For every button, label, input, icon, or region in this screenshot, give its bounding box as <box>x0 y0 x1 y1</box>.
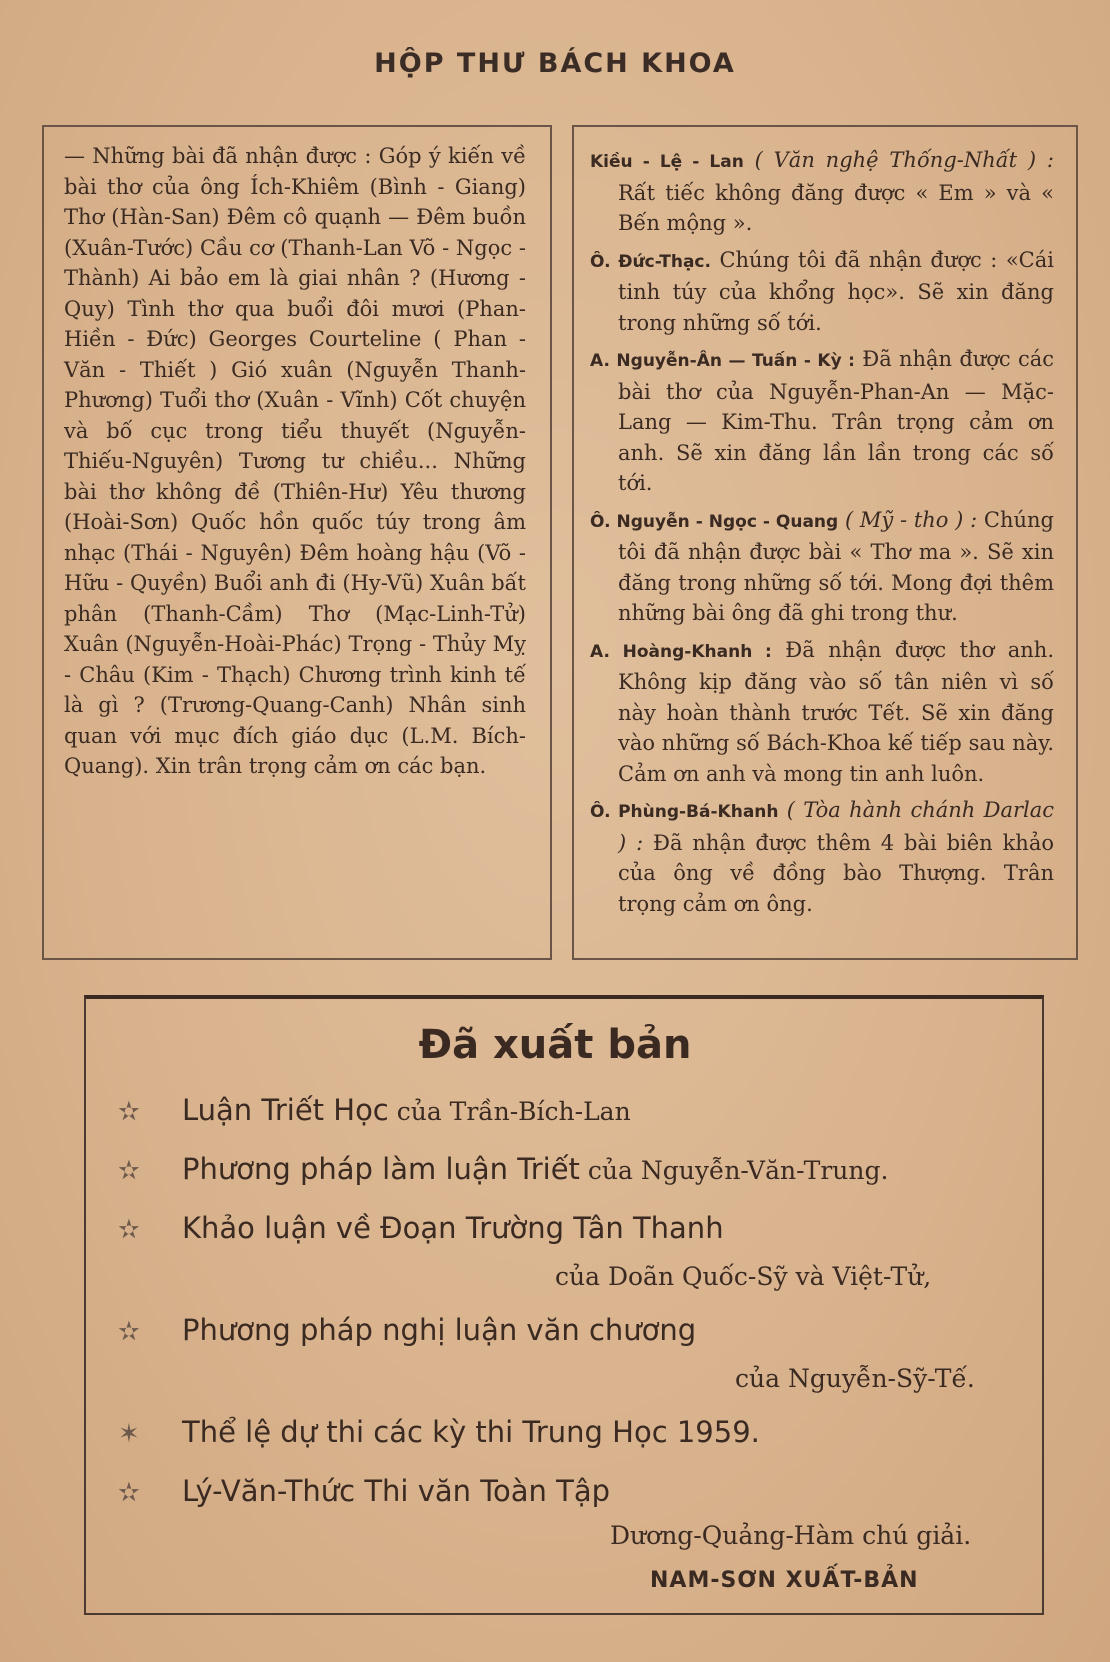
star-icon: ✫ <box>118 1478 140 1508</box>
mailbox-entry <box>590 145 1054 239</box>
book-author: Nguyễn-Văn-Trung. <box>640 1156 889 1185</box>
book-title: Phương pháp làm luận Triết <box>182 1152 580 1186</box>
star-icon: ✫ <box>118 1317 140 1347</box>
entry-text: Chúng tôi đã nhận được bài « Thơ ma ». Sẽ xin đăng trong những số tới. Mong đợi thêm những bài ông đã ghi trong thư. <box>618 507 1054 625</box>
page-title: HỘP THƯ BÁCH KHOA <box>374 48 736 79</box>
recipient-affiliation: ( Mỹ - tho ) : <box>838 507 978 532</box>
recipient-name: A. Nguyễn-Ân — Tuấn - Kỳ : <box>590 351 855 371</box>
mailbox-entry <box>590 635 1054 790</box>
right-column <box>572 125 1078 960</box>
book-title: Lý-Văn-Thức Thi văn Toàn Tập <box>182 1474 611 1508</box>
book-item <box>118 1474 610 1508</box>
entry-text: Rất tiếc không đăng được « Em » và « Bến mộng ». <box>618 180 1054 235</box>
recipient-name: Kiều - Lệ - Lan <box>590 152 744 172</box>
book-title: Thể lệ dự thi các kỳ thi Trung Học 1959. <box>182 1415 760 1449</box>
publisher-name: NAM-SƠN XUẤT-BẢN <box>650 1568 919 1593</box>
star-icon: ✶ <box>118 1419 140 1449</box>
book-item <box>118 1152 888 1186</box>
book-title: Luận Triết Học <box>182 1093 389 1127</box>
mailbox-entry <box>590 344 1054 499</box>
recipient-affiliation: ( Văn nghệ Thống-Nhất ) : <box>743 148 1055 172</box>
star-icon: ✫ <box>118 1097 140 1127</box>
left-column <box>42 125 552 960</box>
entry-text: Đã nhận được thơ anh. Không kịp đăng vào số tân niên vì số này hoàn thành trước Tết. Sẽ xin đăng vào những số Bách-Khoa kế tiếp sau này. Cảm ơn anh và mong tin anh luôn. <box>618 637 1054 786</box>
entry-text: Chúng tôi đã nhận được : «Cái tinh túy của khổng học». Sẽ xin đăng trong những số tới. <box>618 247 1054 335</box>
recipient-name: Ô. Phùng-Bá-Khanh <box>590 802 779 822</box>
book-by: của <box>579 1156 641 1185</box>
star-icon: ✫ <box>118 1215 140 1245</box>
book-item <box>118 1313 696 1347</box>
book-author: Trần-Bích-Lan <box>449 1097 631 1126</box>
star-icon: ✫ <box>118 1156 140 1186</box>
mailbox-entry <box>590 245 1054 339</box>
recipient-name: Ô. Nguyễn - Ngọc - Quang <box>590 511 839 532</box>
book-author: của Doãn Quốc-Sỹ và Việt-Tử, <box>555 1262 932 1291</box>
entry-text: Đã nhận được các bài thơ của Nguyễn-Phan-An — Mặc-Lang — Kim-Thu. Trân trọng cảm ơn anh. Sẽ xin đăng lần lần trong các số tới. <box>618 347 1054 495</box>
book-title: Khảo luận về Đoạn Trường Tân Thanh <box>182 1211 724 1245</box>
book-title: Phương pháp nghị luận văn chương <box>182 1313 697 1347</box>
book-item <box>118 1093 631 1127</box>
book-author: Dương-Quảng-Hàm chú giải. <box>610 1521 972 1550</box>
entry-text: Đã nhận được thêm 4 bài biên khảo của ông về đồng bào Thượng. Trân trọng cảm ơn ông. <box>618 830 1054 916</box>
mailbox-entry <box>590 505 1054 629</box>
mailbox-entry <box>590 795 1054 919</box>
recipient-name: Ô. Đức-Thạc. <box>590 251 711 272</box>
recipient-affiliation: ( Tòa hành chánh Darlac ) : <box>618 798 1054 855</box>
book-item <box>118 1211 724 1245</box>
published-title: Đã xuất bản <box>418 1022 692 1068</box>
book-by: của <box>388 1097 450 1126</box>
book-item <box>118 1415 760 1449</box>
recipient-name: A. Hoàng-Khanh : <box>590 641 772 662</box>
received-articles-text: — Những bài đã nhận được : Góp ý kiến về bài thơ của ông Ích-Khiêm (Bình - Giang) Thơ (Hàn-San) Đêm cô quạnh — Đêm buồn (Xuân-Tước) Cầu cơ (Thanh-Lan Võ - Ngọc - Thành) Ai bảo em là giai nhân ? (Hương - Quy) Tình thơ qua buổi đôi mươi (Phan-Hiền - Đức) Georges Courteline ( Phan - Văn - Thiết ) Gió xuân (Nguyễn Thanh-Phương) Tuổi thơ (Xuân - Vĩnh) Cốt chuyện và bố cục trong tiểu thuyết (Nguyễn-Thiếu-Nguyên) Tương tư chiều... Những bài thơ không đề (Thiên-Hư) Yêu thương (Hoài-Sơn) Quốc hồn quốc túy trong âm nhạc (Thái - Nguyên) Đêm hoàng hậu (Võ - Hữu - Quyền) Buổi anh đi (Hy-Vũ) Xuân bất phân (Thanh-Cầm) Thơ (Mạc-Linh-Tử) Xuân (Nguyễn-Hoài-Phác) Trọng - Thủy Mỵ - Châu (Kim - Thạch) Chương trình kinh tế là gì ? (Trương-Quang-Canh) Nhân sinh quan với mục đích giáo dục (L.M. Bích-Quang). Xin trân trọng cảm ơn các bạn. <box>64 144 526 778</box>
book-author: của Nguyễn-Sỹ-Tế. <box>735 1364 975 1393</box>
